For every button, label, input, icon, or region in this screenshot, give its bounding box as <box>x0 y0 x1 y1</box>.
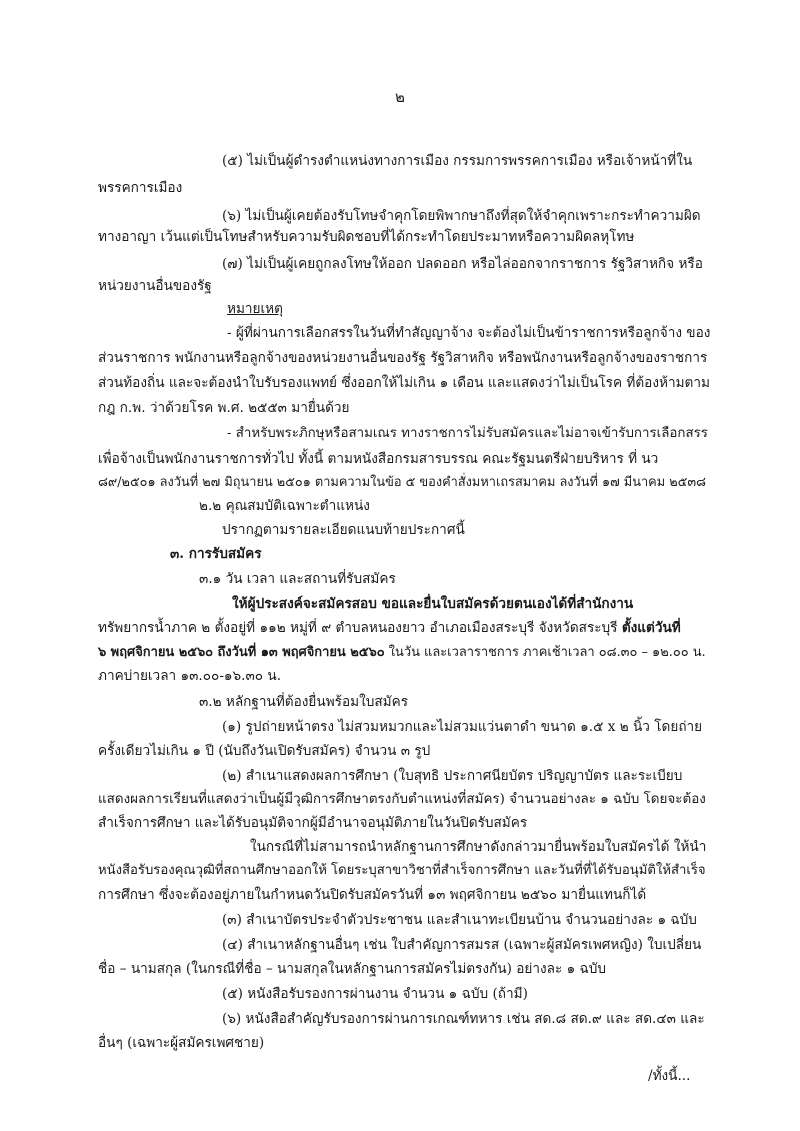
section-3-heading: ๓. การรับสมัคร <box>170 546 262 562</box>
section-3-1-line-3 <box>98 645 706 661</box>
qualification-6-line-1: (๖) ไม่เป็นผู้เคยต้องรับโทษจำคุกโดยพิพากษาถึงที่สุดให้จำคุกเพราะกระทำความผิด <box>222 208 701 224</box>
evidence-2-line-4: ในกรณีที่ไม่สามารถนำหลักฐานการศึกษาดังกล่าวมายื่นพร้อมใบสมัครได้ ให้นำ <box>250 839 707 855</box>
page-number: ๒ <box>395 88 405 106</box>
section-2-2-detail: ปรากฏตามรายละเอียดแนบท้ายประกาศนี้ <box>222 522 465 538</box>
evidence-6-line-2: อื่นๆ (เฉพาะผู้สมัครเพศชาย) <box>98 1035 265 1051</box>
section-3-1-line-2 <box>98 620 681 636</box>
section-2-2-heading: ๒.๒ คุณสมบัติเฉพาะตำแหน่ง <box>199 498 370 514</box>
note-2-line-2: เพื่อจ้างเป็นพนักงานราชการทั่วไป ทั้งนี้ ตามหนังสือกรมสารบรรณ คณะรัฐมนตรีฝ่ายบริหาร ที่ นว <box>98 451 659 467</box>
note-1-line-4: กฎ ก.พ. ว่าด้วยโรค พ.ศ. ๒๕๕๓ มายื่นด้วย <box>98 400 350 416</box>
evidence-2-line-6: การศึกษา ซึ่งจะต้องอยู่ภายในกำหนดวันปิดรับสมัครวันที่ ๑๓ พฤศจิกายน ๒๕๖๐ มายื่นแทนก็ได้ <box>98 887 647 903</box>
section-3-2-heading: ๓.๒ หลักฐานที่ต้องยื่นพร้อมใบสมัคร <box>199 694 408 710</box>
section-3-1-dates: ๖ พฤศจิกายน ๒๕๖๐ ถึงวันที่ ๑๓ พฤศจิกายน ๒๕๖๐ <box>98 645 385 660</box>
evidence-4-line-1: (๔) สำเนาหลักฐานอื่นๆ เช่น ใบสำคัญการสมรส (เฉพาะผู้สมัครเพศหญิง) ใบเปลี่ยน <box>222 937 702 953</box>
note-heading: หมายเหตุ <box>227 301 283 317</box>
note-1-line-3: ส่วนท้องถิ่น และจะต้องนำใบรับรองแพทย์ ซึ่งออกให้ไม่เกิน ๑ เดือน และแสดงว่าไม่เป็นโรค ที่ต้องห้ามตาม <box>98 375 710 391</box>
evidence-2-line-2: แสดงผลการเรียนที่แสดงว่าเป็นผู้มีวุฒิการศึกษาตรงกับตำแหน่งที่สมัคร) จำนวนอย่างละ ๑ ฉบับ โดยจะต้อง <box>98 792 706 807</box>
evidence-2-line-5: หนังสือรับรองคุณวุฒิที่สถานศึกษาออกให้ โดยระบุสาขาวิชาที่สำเร็จการศึกษา และวันที่ที่ได้รับอนุมัติให้สำเร็จ <box>98 863 706 878</box>
note-1-line-1: - ผู้ที่ผ่านการเลือกสรรในวันที่ทำสัญญาจ้าง จะต้องไม่เป็นข้าราชการหรือลูกจ้าง ของ <box>227 325 711 341</box>
section-3-1-line-1: ให้ผู้ประสงค์จะสมัครสอบ ขอและยื่นใบสมัครด้วยตนเองได้ที่สำนักงาน <box>232 596 634 612</box>
evidence-1-line-2: ครั้งเดียวไม่เกิน ๑ ปี (นับถึงวันเปิดรับสมัคร) จำนวน ๓ รูป <box>98 743 431 759</box>
note-2-line-3: ๘๙/๒๕๐๑ ลงวันที่ ๒๗ มิถุนายน ๒๕๐๑ ตามความในข้อ ๕ ของคำสั่งมหาเถรสมาคม ลงวันที่ ๑๗ มีนาคม ๒๕๓๘ <box>98 475 706 490</box>
note-1-line-2: ส่วนราชการ พนักงานหรือลูกจ้างของหน่วยงานอื่นของรัฐ รัฐวิสาหกิจ หรือพนักงานหรือลูกจ้างของราชการ <box>98 350 708 366</box>
evidence-5-line: (๕) หนังสือรับรองการผ่านงาน จำนวน ๑ ฉบับ (ถ้ามี) <box>222 986 528 1002</box>
evidence-2-line-3: สำเร็จการศึกษา และได้รับอนุมัติจากผู้มีอำนาจอนุมัติภายในวันปิดรับสมัคร <box>98 815 528 831</box>
evidence-2-line-1: (๒) สำเนาแสดงผลการศึกษา (ใบสุทธิ ประกาศนียบัตร ปริญญาบัตร และระเบียบ <box>222 768 683 784</box>
qualification-6-line-2: ทางอาญา เว้นแต่เป็นโทษสำหรับความรับผิดชอบที่ได้กระทำโดยประมาทหรือความผิดลหุโทษ <box>98 229 635 245</box>
qualification-7-line-2: หน่วยงานอื่นของรัฐ <box>98 278 212 294</box>
section-3-1-heading: ๓.๑ วัน เวลา และสถานที่รับสมัคร <box>199 571 396 587</box>
evidence-3-line: (๓) สำเนาบัตรประจำตัวประชาชน และสำเนาทะเบียนบ้าน จำนวนอย่างละ ๑ ฉบับ <box>222 912 697 928</box>
evidence-6-line-1: (๖) หนังสือสำคัญรับรองการผ่านการเกณฑ์ทหาร เช่น สด.๘ สด.๙ และ สด.๔๓ และ <box>222 1011 705 1027</box>
section-3-1-address: ทรัพยากรน้ำภาค ๒ ตั้งอยู่ที่ ๑๑๒ หมู่ที่ ๙ ตำบลหนองยาว อำเภอเมืองสระบุรี จังหวัดสระบุรี <box>98 620 622 636</box>
qualification-5-line-1: (๕) ไม่เป็นผู้ดำรงตำแหน่งทางการเมือง กรรมการพรรคการเมือง หรือเจ้าหน้าที่ใน <box>222 153 693 169</box>
note-2-line-1: - สำหรับพระภิกษุหรือสามเณร ทางราชการไม่รับสมัครและไม่อาจเข้ารับการเลือกสรร <box>227 426 708 441</box>
section-3-1-start-label: ตั้งแต่วันที่ <box>621 620 681 636</box>
evidence-1-line-1: (๑) รูปถ่ายหน้าตรง ไม่สวมหมวกและไม่สวมแว่นตาดำ ขนาด ๑.๕ x ๒ นิ้ว โดยถ่าย <box>222 719 703 735</box>
qualification-7-line-1: (๗) ไม่เป็นผู้เคยถูกลงโทษให้ออก ปลดออก หรือไล่ออกจากราชการ รัฐวิสาหกิจ หรือ <box>222 256 703 272</box>
section-3-1-line-4: ภาคบ่ายเวลา ๑๓.๐๐-๑๖.๓๐ น. <box>98 668 282 684</box>
section-3-1-hours: ในวัน และเวลาราชการ ภาคเช้าเวลา ๐๘.๓๐ – ๑๒.๐๐ น. <box>384 645 706 660</box>
continuation-marker: /ทั้งนี้... <box>648 1068 691 1084</box>
qualification-5-line-2: พรรคการเมือง <box>98 180 183 196</box>
evidence-4-line-2: ชื่อ – นามสกุล (ในกรณีที่ชื่อ – นามสกุลในหลักฐานการสมัครไม่ตรงกัน) อย่างละ ๑ ฉบับ <box>98 961 607 977</box>
